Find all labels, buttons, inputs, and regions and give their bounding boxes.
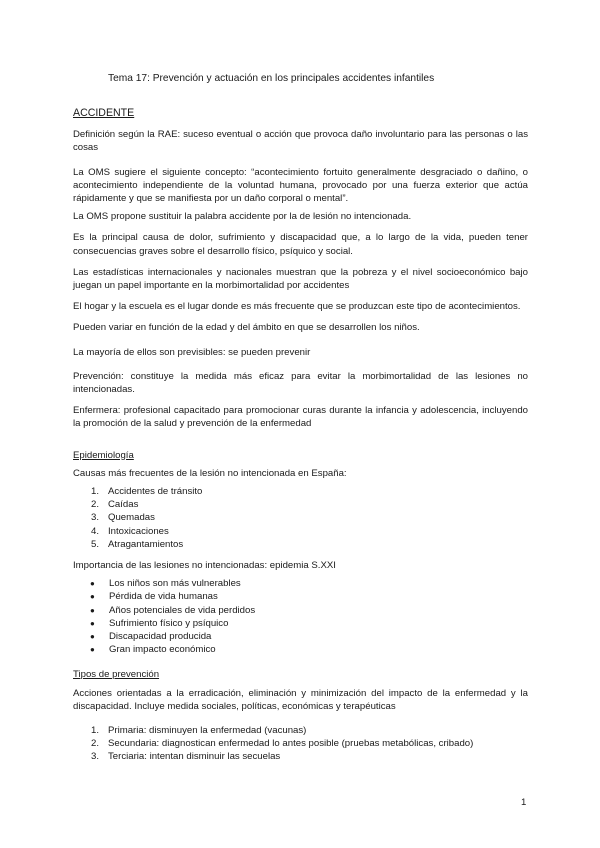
list-item: 2. Caídas (91, 499, 139, 511)
list-item: ● Años potenciales de vida perdidos (90, 604, 256, 616)
section-heading-tipos-prevencion: Tipos de prevención (73, 669, 160, 681)
paragraph-enfermera: Enfermera: profesional capacitado para promocionar curas durante la infancia y adolescencia, incluyendo la promoción de la salud y prevención de la enfermedad (73, 405, 528, 430)
list-item: 3. Quemadas (91, 512, 155, 524)
section-heading-epidemiologia: Epidemiología (73, 449, 134, 461)
causes-list (73, 485, 528, 551)
bullet-icon: ● (90, 618, 95, 628)
paragraph-definicion-rae: Definición según la RAE: suceso eventual o acción que provoca daño involuntario para las personas o las cosas (73, 129, 528, 154)
bullet-icon: ● (90, 631, 95, 641)
bullet-icon: ● (90, 579, 95, 589)
paragraph-previsibles: La mayoría de ellos son previsibles: se pueden prevenir (73, 346, 311, 358)
list-item: 4. Intoxicaciones (91, 525, 169, 537)
document-body (73, 107, 528, 764)
paragraph-oms-propone: La OMS propone sustituir la palabra accidente por la de lesión no intencionada. (73, 211, 412, 223)
prevention-types-list (73, 724, 528, 764)
document-title: Tema 17: Prevención y actuación en los principales accidentes infantiles (108, 73, 435, 84)
importance-list (73, 577, 528, 656)
epidemiologia-intro: Causas más frecuentes de la lesión no intencionada en España: (73, 467, 347, 479)
list-item: 3. Terciaria: intentan disminuir las secuelas (91, 751, 281, 763)
paragraph-prevencion: Prevención: constituye la medida más eficaz para evitar la morbimortalidad de las lesiones no intencionadas. (73, 370, 528, 396)
list-item: ● Discapacidad producida (90, 630, 212, 642)
list-item: 1. Primaria: disminuyen la enfermedad (vacunas) (91, 724, 307, 736)
list-item: ● Pérdida de vida humanas (90, 591, 218, 603)
paragraph-oms-concepto: La OMS sugiere el siguiente concepto: “acontecimiento fortuito generalmente desgraciado o dañino, o acontecimiento independiente de la voluntad humana, provocado por una fuerza exterior que actúa rápidamente y que se manifiesta por un daño corporal o mental”. (73, 166, 528, 205)
bullet-icon: ● (90, 592, 95, 602)
list-item: ● Los niños son más vulnerables (90, 578, 241, 590)
paragraph-hogar-escuela: El hogar y la escuela es el lugar donde es más frecuente que se produzcan este tipo de acontecimientos. (73, 301, 521, 313)
list-item: 2. Secundaria: diagnostican enfermedad lo antes posible (pruebas metabólicas, cribado) (91, 738, 474, 750)
bullet-icon: ● (90, 605, 95, 615)
bullet-icon: ● (90, 645, 95, 655)
list-item: 5. Atragantamientos (91, 538, 184, 550)
prevencion-intro: Acciones orientadas a la erradicación, eliminación y minimización del impacto de la enfermedad y la discapacidad. Incluye medida sociales, políticas, económicas y terapéuticas (73, 687, 528, 712)
list-item: ● Sufrimiento físico y psíquico (90, 617, 229, 629)
section-heading-accidente: ACCIDENTE (73, 107, 135, 119)
paragraph-causa-dolor: Es la principal causa de dolor, sufrimiento y discapacidad que, a lo largo de la vida, pueden tener consecuencias graves sobre el desarrollo físico, psíquico y social. (73, 232, 528, 257)
list-item: 1. Accidentes de tránsito (91, 486, 203, 498)
importancia-intro: Importancia de las lesiones no intencionadas: epidemia S.XXI (73, 560, 336, 571)
paragraph-variar-edad: Pueden variar en función de la edad y del ámbito en que se desarrollen los niños. (73, 322, 420, 334)
list-item: ● Gran impacto económico (90, 644, 216, 656)
paragraph-estadisticas: Las estadísticas internacionales y nacionales muestran que la pobreza y el nivel socioeconómico bajo juegan un papel importante en la morbimortalidad por accidentes (73, 266, 528, 292)
page-number: 1 (521, 797, 527, 808)
